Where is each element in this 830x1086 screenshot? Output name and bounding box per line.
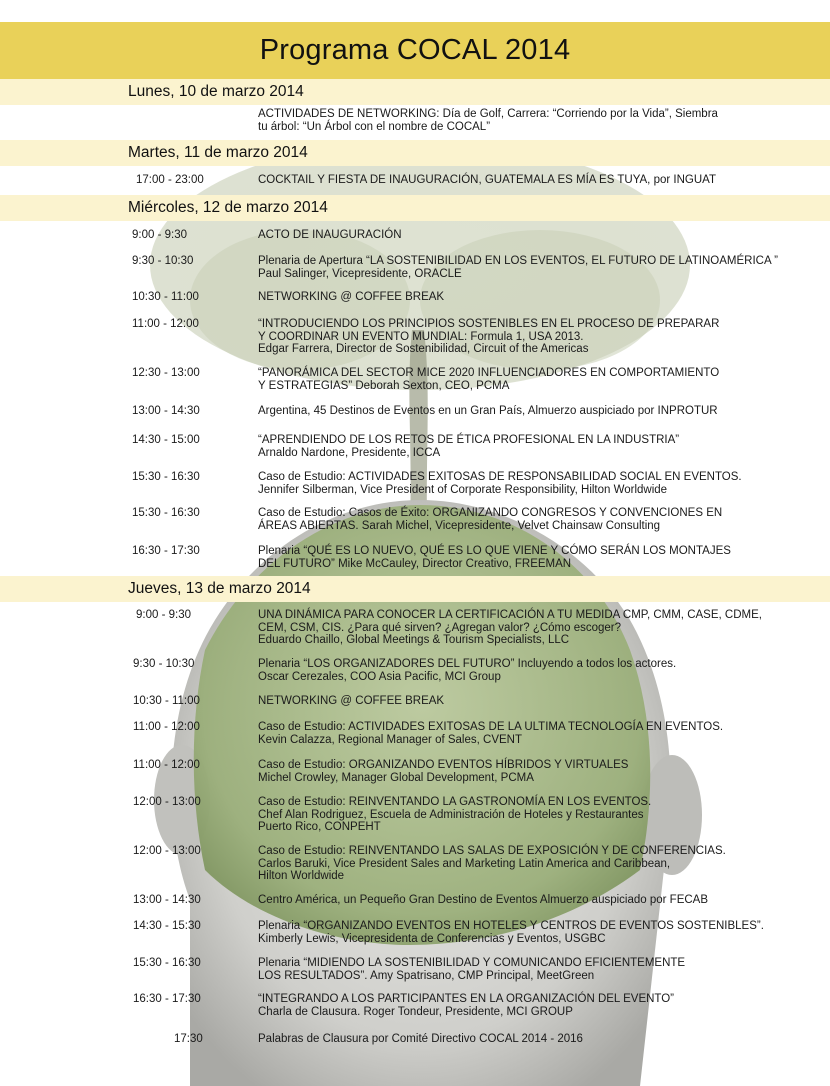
- session-line: ÁREAS ABIERTAS. Sarah Michel, Vicepresidente, Velvet Chainsaw Consulting: [258, 519, 661, 532]
- session-time: 11:00 - 12:00: [133, 721, 200, 733]
- session-line: Hilton Worldwide: [258, 870, 345, 883]
- session-line: Caso de Estudio: ACTIVIDADES EXITOSAS DE RESPONSABILIDAD SOCIAL EN EVENTOS.: [258, 471, 742, 483]
- session-description: [258, 894, 738, 907]
- session-line: Plenaria “QUÉ ES LO NUEVO, QUÉ ES LO QUE VIENE Y CÓMO SERÁN LOS MONTAJES: [258, 545, 731, 557]
- session-time: 11:00 - 12:00: [132, 318, 199, 330]
- session-line: ACTO DE INAUGURACIÓN: [258, 229, 402, 241]
- day-header: [0, 195, 830, 221]
- session-time: 13:00 - 14:30: [132, 405, 200, 417]
- session-line: Michel Crowley, Manager Global Development, PCMA: [258, 771, 534, 784]
- session-time: 14:30 - 15:00: [132, 434, 200, 446]
- session-time: 13:00 - 14:30: [133, 894, 201, 906]
- day-label: Martes, 11 de marzo 2014: [128, 144, 308, 161]
- session-line: Kimberly Lewis, Vicepresidenta de Conferencias y Eventos, USGBC: [258, 932, 606, 945]
- day-label: Miércoles, 12 de marzo 2014: [128, 199, 328, 216]
- session-description: [258, 471, 742, 496]
- session-line: COCKTAIL Y FIESTA DE INAUGURACIÓN, GUATEMALA ES MÍA ES TUYA, por INGUAT: [258, 174, 716, 186]
- session-line: ACTIVIDADES DE NETWORKING: Día de Golf, Carrera: “Corriendo por la Vida”, Siembra: [258, 108, 718, 120]
- session-description: [258, 609, 762, 647]
- session-time: 9:00 - 9:30: [136, 609, 191, 621]
- title-bar: [0, 22, 830, 79]
- session-description: [258, 658, 738, 683]
- session-time: 16:30 - 17:30: [132, 545, 200, 557]
- session-line: DEL FUTURO” Mike McCauley, Director Creativo, FREEMAN: [258, 557, 572, 570]
- session-time: 17:30: [174, 1033, 203, 1045]
- session-time: 10:30 - 11:00: [133, 695, 200, 707]
- session-time: 11:00 - 12:00: [133, 759, 200, 771]
- session-time: 9:30 - 10:30: [133, 658, 195, 670]
- session-description: [258, 759, 738, 784]
- session-description: [258, 957, 738, 982]
- session-time: 12:30 - 13:00: [132, 367, 200, 379]
- session-time: 12:00 - 13:00: [133, 796, 201, 808]
- day-header: [0, 140, 830, 166]
- day-label: Jueves, 13 de marzo 2014: [128, 580, 311, 597]
- session-description: [258, 796, 738, 834]
- session-line: tu árbol: “Un Árbol con el nombre de COCAL”: [258, 120, 491, 133]
- page-title: Programa COCAL 2014: [259, 34, 571, 66]
- session-time: 16:30 - 17:30: [133, 993, 201, 1005]
- session-line: Paul Salinger, Vicepresidente, ORACLE: [258, 267, 462, 280]
- session-time: 15:30 - 16:30: [132, 507, 200, 519]
- session-line: Palabras de Clausura por Comité Directivo COCAL 2014 - 2016: [258, 1033, 583, 1045]
- session-description: [258, 405, 738, 418]
- session-line: Caso de Estudio: ACTIVIDADES EXITOSAS DE LA ULTIMA TECNOLOGÍA EN EVENTOS.: [258, 721, 724, 733]
- session-description: [258, 229, 738, 242]
- session-line: “APRENDIENDO DE LOS RETOS DE ÉTICA PROFESIONAL EN LA INDUSTRIA”: [258, 434, 680, 446]
- session-description: [258, 434, 738, 459]
- session-line: Caso de Estudio: REINVENTANDO LA GASTRONOMÍA EN LOS EVENTOS.: [258, 796, 652, 808]
- session-line: Charla de Clausura. Roger Tondeur, Presidente, MCI GROUP: [258, 1005, 573, 1018]
- session-description: [258, 291, 738, 304]
- session-line: Arnaldo Nardone, Presidente, ICCA: [258, 446, 441, 459]
- session-time: 17:00 - 23:00: [136, 174, 204, 186]
- session-description: [258, 108, 738, 133]
- session-description: [258, 845, 738, 883]
- session-line: Plenaria “MIDIENDO LA SOSTENIBILIDAD Y COMUNICANDO EFICIENTEMENTE: [258, 957, 686, 969]
- session-description: [258, 174, 738, 187]
- session-line: Y COORDINAR UN EVENTO MUNDIAL: Formula 1, USA 2013.: [258, 330, 584, 343]
- session-line: UNA DINÁMICA PARA CONOCER LA CERTIFICACIÓN A TU MEDIDA CMP, CMM, CASE, CDME,: [258, 609, 762, 621]
- day-label: Lunes, 10 de marzo 2014: [128, 83, 304, 100]
- session-line: “INTRODUCIENDO LOS PRINCIPIOS SOSTENIBLES EN EL PROCESO DE PREPARAR: [258, 318, 720, 330]
- session-line: Caso de Estudio: REINVENTANDO LAS SALAS DE EXPOSICIÓN Y DE CONFERENCIAS.: [258, 845, 726, 857]
- session-line: Eduardo Chaillo, Global Meetings & Tourism Specialists, LLC: [258, 634, 570, 647]
- session-description: [258, 367, 738, 392]
- session-line: CEM, CSM, CIS. ¿Para qué sirven? ¿Agregan valor? ¿Cómo escoger?: [258, 621, 622, 634]
- session-line: Oscar Cerezales, COO Asia Pacific, MCI Group: [258, 670, 501, 683]
- session-time: 10:30 - 11:00: [132, 291, 199, 303]
- session-time: 15:30 - 16:30: [133, 957, 201, 969]
- session-line: NETWORKING @ COFFEE BREAK: [258, 695, 445, 707]
- session-line: Kevin Calazza, Regional Manager of Sales, CVENT: [258, 733, 522, 746]
- day-header: [0, 79, 830, 105]
- session-line: “PANORÁMICA DEL SECTOR MICE 2020 INFLUENCIADORES EN COMPORTAMIENTO: [258, 367, 720, 379]
- session-description: [258, 695, 738, 708]
- session-description: [258, 721, 738, 746]
- session-description: [258, 920, 764, 945]
- session-description: [258, 255, 779, 280]
- session-time: 14:30 - 15:30: [133, 920, 201, 932]
- session-description: [258, 993, 738, 1018]
- session-time: 15:30 - 16:30: [132, 471, 200, 483]
- session-line: LOS RESULTADOS”. Amy Spatrisano, CMP Principal, MeetGreen: [258, 969, 595, 982]
- session-line: Puerto Rico, CONPEHT: [258, 821, 381, 834]
- session-description: [258, 318, 738, 356]
- day-header: [0, 576, 830, 602]
- session-line: Centro América, un Pequeño Gran Destino de Eventos Almuerzo auspiciado por FECAB: [258, 894, 709, 906]
- session-line: Caso de Estudio: ORGANIZANDO EVENTOS HÍBRIDOS Y VIRTUALES: [258, 759, 629, 771]
- session-line: Chef Alan Rodriguez, Escuela de Administración de Hoteles y Restaurantes: [258, 808, 644, 821]
- session-line: Edgar Farrera, Director de Sostenibilidad, Circuit of the Americas: [258, 343, 589, 356]
- session-line: Plenaria de Apertura “LA SOSTENIBILIDAD EN LOS EVENTOS, EL FUTURO DE LATINOAMÉRICA ”: [258, 255, 779, 267]
- session-time: 12:00 - 13:00: [133, 845, 201, 857]
- session-time: 9:00 - 9:30: [132, 229, 187, 241]
- session-line: Jennifer Silberman, Vice President of Corporate Responsibility, Hilton Worldwide: [258, 483, 668, 496]
- session-line: NETWORKING @ COFFEE BREAK: [258, 291, 445, 303]
- session-line: Plenaria “LOS ORGANIZADORES DEL FUTURO” Incluyendo a todos los actores.: [258, 658, 677, 670]
- session-line: Y ESTRATEGIAS” Deborah Sexton, CEO, PCMA: [258, 379, 510, 392]
- session-line: “INTEGRANDO A LOS PARTICIPANTES EN LA ORGANIZACIÓN DEL EVENTO”: [258, 993, 675, 1005]
- session-description: [258, 1033, 738, 1046]
- session-line: Argentina, 45 Destinos de Eventos en un Gran País, Almuerzo auspiciado por INPROTUR: [258, 405, 718, 417]
- session-line: Plenaria “ORGANIZANDO EVENTOS EN HOTELES Y CENTROS DE EVENTOS SOSTENIBLES”.: [258, 920, 764, 932]
- session-line: Carlos Baruki, Vice President Sales and Marketing Latin America and Caribbean,: [258, 857, 671, 870]
- session-description: [258, 545, 738, 570]
- session-time: 9:30 - 10:30: [132, 255, 194, 267]
- session-line: Caso de Estudio: Casos de Éxito: ORGANIZANDO CONGRESOS Y CONVENCIONES EN: [258, 507, 723, 519]
- session-description: [258, 507, 738, 532]
